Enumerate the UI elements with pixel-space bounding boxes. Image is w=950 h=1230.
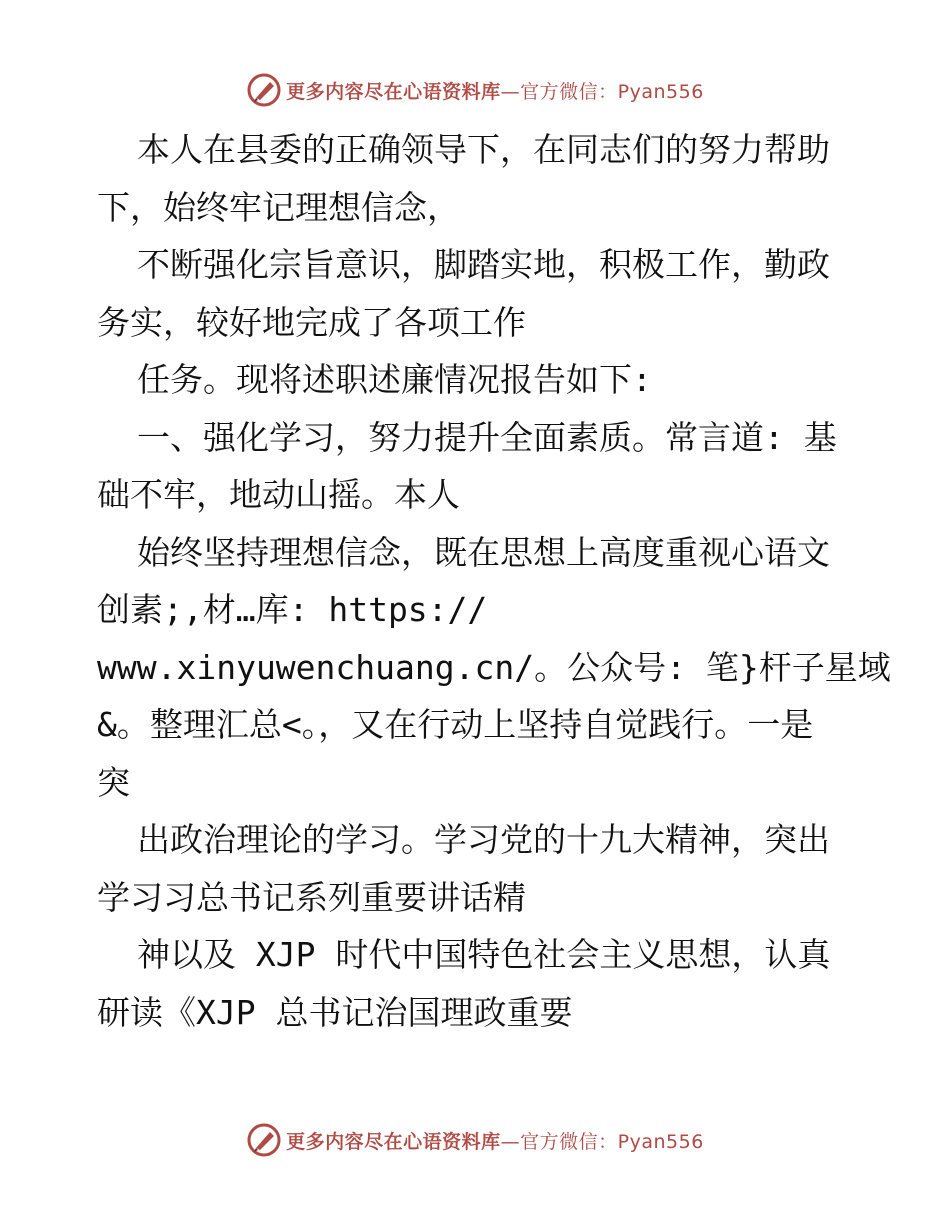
footer-brand-text: 更多内容尽在心语资料库 — [286, 1130, 501, 1153]
body-line: 研读《XJP 总书记治国理政重要 — [97, 992, 573, 1032]
body-line: 学习习总书记系列重要讲话精 — [97, 877, 526, 917]
body-line: 础不牢，地动山摇。本人 — [97, 475, 460, 514]
body-line: &。整理汇总<。，又在行动上坚持自觉践行。一是 — [97, 705, 814, 744]
body-line: 始终坚持理想信念，既在思想上高度重视心语文 — [137, 532, 830, 572]
pen-logo-icon — [246, 72, 282, 108]
body-line: www.xinyuwenchuang.cn/。公众号: 笔}杆子星域 — [97, 647, 891, 687]
header-brand-text: 更多内容尽在心语资料库 — [286, 80, 501, 103]
footer-banner — [0, 1120, 950, 1160]
body-line: 一、强化学习，努力提升全面素质。常言道: 基 — [137, 417, 837, 457]
body-line: 务实，较好地完成了各项工作 — [97, 302, 526, 342]
body-line: 突 — [97, 762, 130, 802]
body-line: 下，始终牢记理想信念， — [97, 187, 460, 227]
header-contact-text: —官方微信：Pyan556 — [500, 80, 704, 103]
document-body — [97, 121, 891, 1041]
body-line: 本人在县委的正确领导下，在同志们的努力帮助 — [137, 130, 830, 169]
body-line: 任务。现将述职述廉情况报告如下: — [137, 360, 652, 399]
pen-logo-icon — [246, 1122, 282, 1158]
body-line: 创素;,材…库: https:// — [97, 590, 488, 629]
header-banner — [0, 70, 950, 110]
footer-contact-text: —官方微信：Pyan556 — [500, 1130, 704, 1153]
body-line: 不断强化宗旨意识，脚踏实地，积极工作，勤政 — [137, 245, 830, 284]
body-line: 出政治理论的学习。学习党的十九大精神，突出 — [137, 820, 830, 859]
body-line: 神以及 XJP 时代中国特色社会主义思想，认真 — [137, 935, 831, 974]
